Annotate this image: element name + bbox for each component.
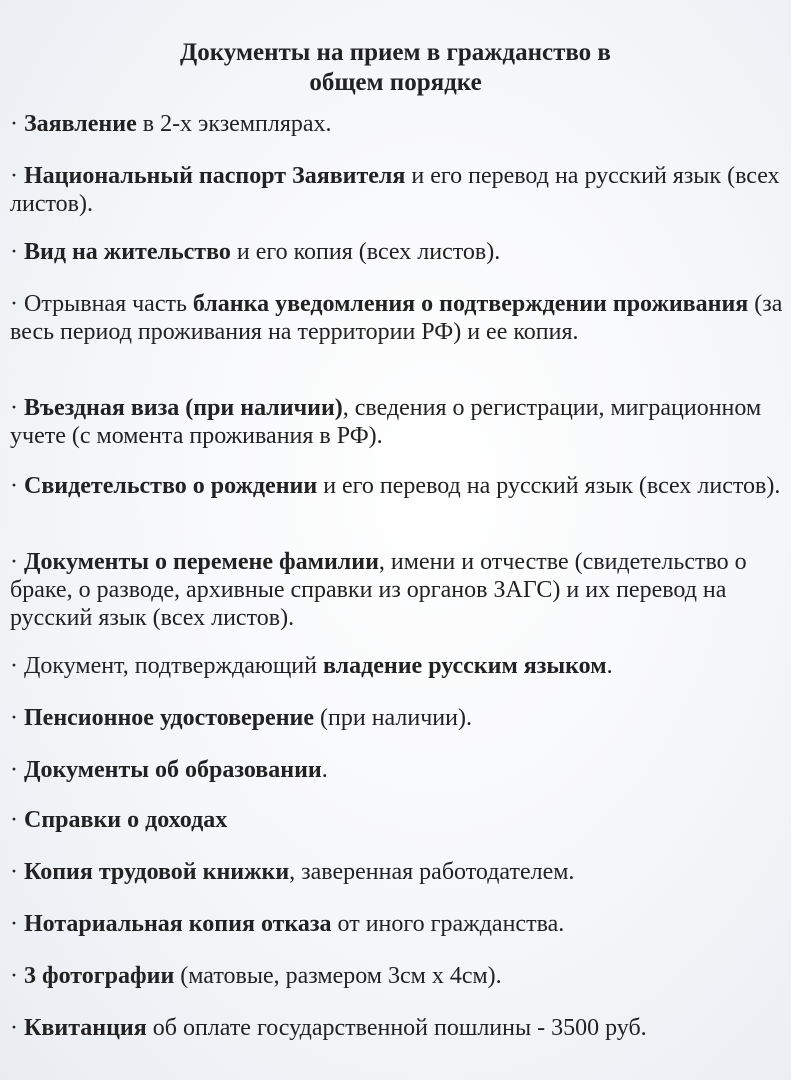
bullet: · xyxy=(10,111,18,137)
bullet: · xyxy=(10,239,18,265)
bullet: · xyxy=(10,473,18,499)
item-bold: Нотариальная копия отказа xyxy=(24,911,332,937)
bullet: · xyxy=(10,757,18,783)
bullet: · xyxy=(10,549,18,575)
list-item xyxy=(10,238,785,266)
item-prefix: Документ, подтверждающий xyxy=(24,653,323,679)
bullet: · xyxy=(10,963,18,989)
item-bold: Национальный паспорт Заявителя xyxy=(24,163,406,189)
bullet: · xyxy=(10,1015,18,1041)
bullet: · xyxy=(10,705,18,731)
list-item xyxy=(10,858,785,886)
item-bold: Документы о перемене фамилии xyxy=(24,549,379,575)
list-item xyxy=(10,962,785,990)
item-text: (за весь период проживания на территории РФ) и ее копия. xyxy=(10,291,783,345)
item-prefix: Отрывная часть xyxy=(24,291,193,317)
list-item xyxy=(10,1014,785,1042)
list-item xyxy=(10,652,785,680)
item-text: об оплате государственной пошлины - 3500 руб. xyxy=(146,1015,647,1041)
bullet: · xyxy=(10,859,18,885)
document-title xyxy=(0,38,791,98)
list-item xyxy=(10,472,785,500)
list-item xyxy=(10,394,785,450)
item-text: и его перевод на русский язык (всех листов). xyxy=(317,473,781,499)
item-text: и его копия (всех листов). xyxy=(230,239,501,265)
item-bold: бланка уведомления о подтверждении проживания xyxy=(192,291,749,317)
item-text: . xyxy=(321,757,328,783)
list-item xyxy=(10,290,785,346)
item-text: , сведения о регистрации, миграционном учете (с момента проживания в РФ). xyxy=(10,395,762,449)
item-bold: Документы об образовании xyxy=(24,757,322,783)
item-text: . xyxy=(606,653,613,679)
item-bold: 3 фотографии xyxy=(24,963,175,989)
list-item xyxy=(10,756,785,784)
bullet: · xyxy=(10,911,18,937)
item-bold: Заявление xyxy=(24,111,137,137)
list-item xyxy=(10,704,785,732)
bullet: · xyxy=(10,163,18,189)
item-bold: Въездная виза (при наличии) xyxy=(24,395,343,421)
list-item xyxy=(10,110,785,138)
list-item xyxy=(10,910,785,938)
item-text: (при наличии). xyxy=(314,705,472,731)
item-bold: Свидетельство о рождении xyxy=(24,473,318,499)
item-text: (матовые, размером 3см х 4см). xyxy=(174,963,502,989)
item-text: от иного гражданства. xyxy=(331,911,565,937)
bullet: · xyxy=(10,291,18,317)
title-line-1: Документы на прием в гражданство в xyxy=(180,39,611,66)
list-item xyxy=(10,548,785,632)
bullet: · xyxy=(10,395,18,421)
item-bold: Справки о доходах xyxy=(24,807,228,833)
item-text: и его перевод на русский язык (всех листов). xyxy=(10,163,780,217)
bullet: · xyxy=(10,653,18,679)
list-item xyxy=(10,162,785,218)
item-bold: Квитанция xyxy=(24,1015,147,1041)
title-line-2: общем порядке xyxy=(309,69,482,96)
bullet: · xyxy=(10,807,18,833)
item-bold: владение русским языком xyxy=(322,653,607,679)
item-bold: Копия трудовой книжки xyxy=(24,859,290,885)
item-bold: Пенсионное удостоверение xyxy=(24,705,315,731)
list-item xyxy=(10,806,785,834)
item-text: , имени и отчестве (свидетельство о браке, о разводе, архивные справки из органов ЗАГС) и их перевод на русский язык (всех листов). xyxy=(10,549,747,631)
item-text: в 2-х экземплярах. xyxy=(136,111,332,137)
item-text: , заверенная работодателем. xyxy=(289,859,575,885)
item-bold: Вид на жительство xyxy=(24,239,231,265)
